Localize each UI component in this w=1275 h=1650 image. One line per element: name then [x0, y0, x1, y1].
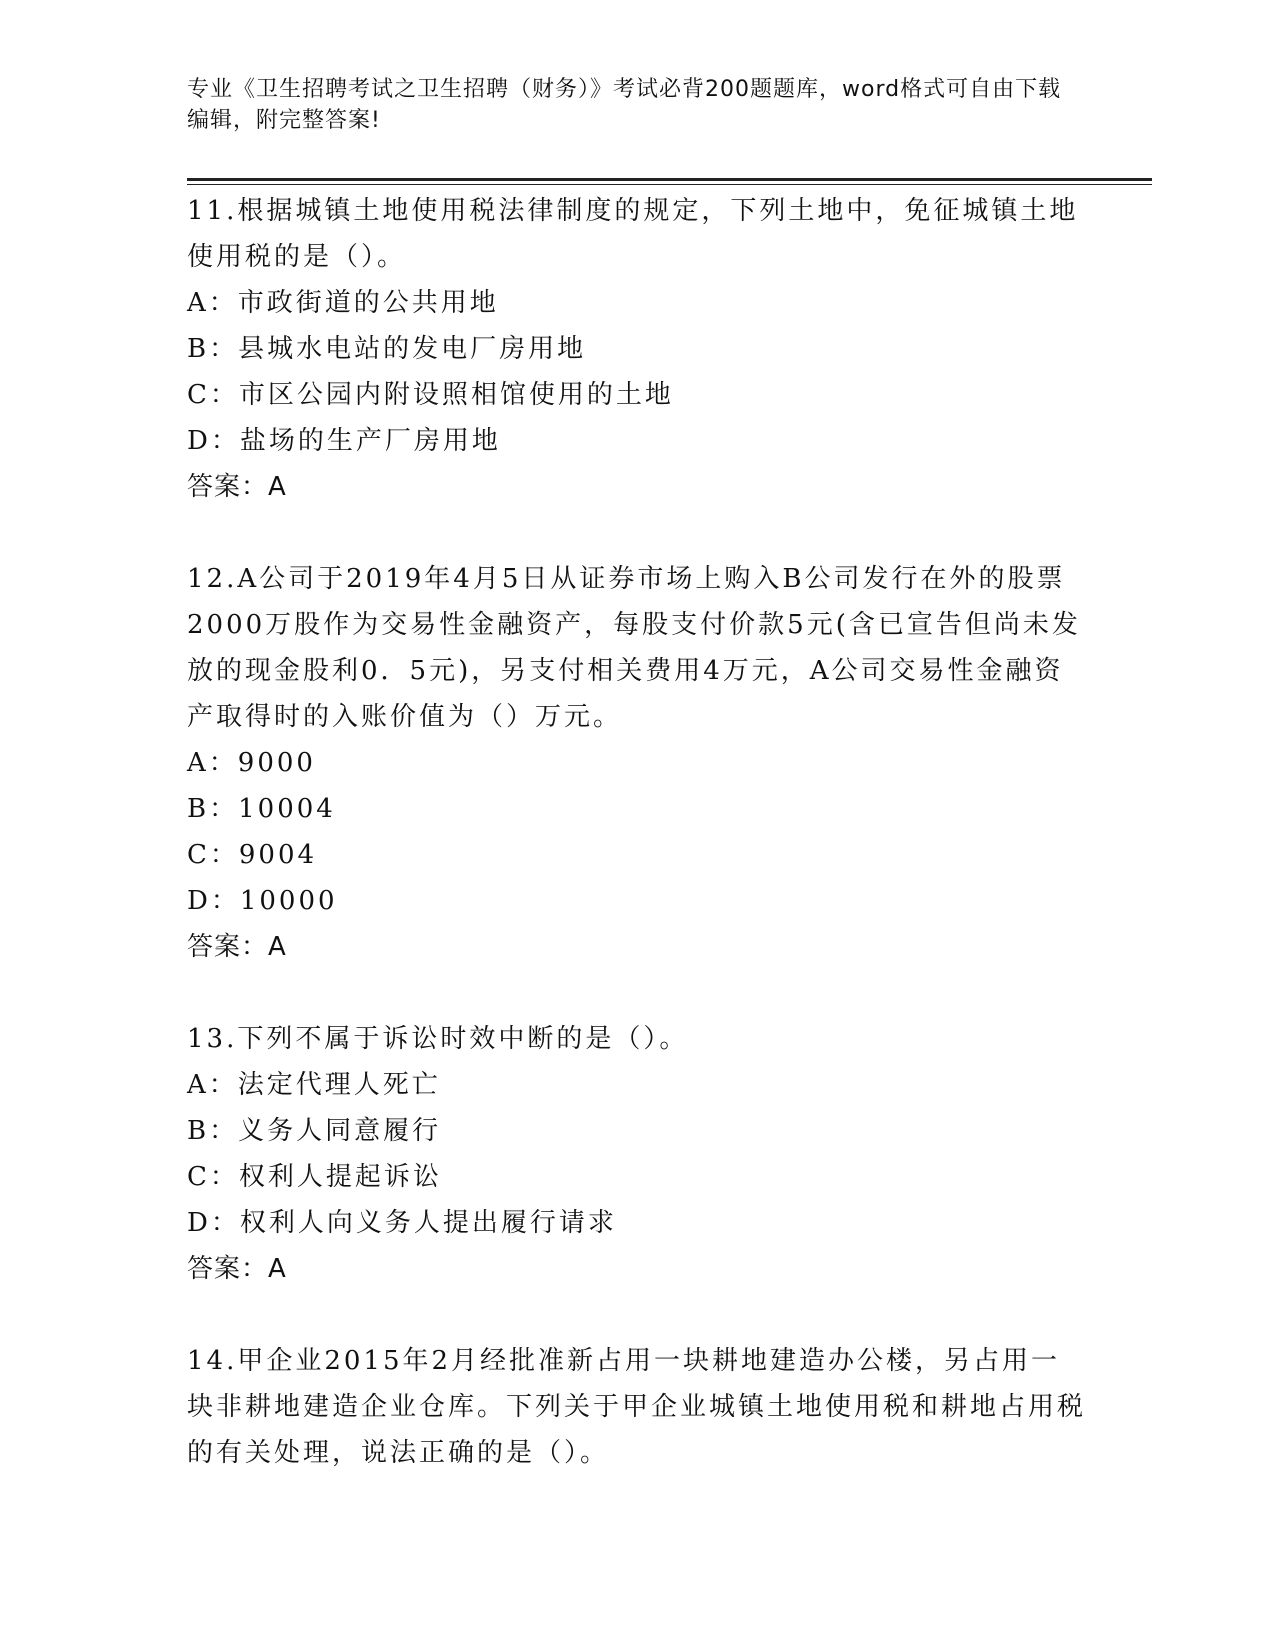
option-d: D：10000 [187, 886, 338, 916]
spacer [187, 970, 1087, 1016]
spacer [187, 1292, 1087, 1338]
option-d: D：盐场的生产厂房用地 [187, 426, 501, 456]
question-stem: 12.A公司于2019年4月5日从证券市场上购入B公司发行在外的股票2000万股作为交易性金融资产，每股支付价款5元(含已宣告但尚未发放的现金股利0．5元)，另支付相关费用4万元，A公司交易性金融资产取得时的入账价值为（）万元。 [187, 564, 1081, 732]
option-b: B：义务人同意履行 [187, 1116, 442, 1146]
option-a: A：市政街道的公共用地 [187, 288, 499, 318]
question-stem: 11.根据城镇土地使用税法律制度的规定，下列土地中，免征城镇土地使用税的是（）。 [187, 196, 1079, 272]
question-block [187, 188, 1087, 510]
option-c: C：权利人提起诉讼 [187, 1162, 442, 1192]
answer-line: 答案：A [187, 932, 287, 962]
answer-line: 答案：A [187, 1254, 287, 1284]
question-list [187, 188, 1087, 1476]
option-b: B：县城水电站的发电厂房用地 [187, 334, 587, 364]
question-block [187, 1338, 1087, 1476]
question-stem: 14.甲企业2015年2月经批准新占用一块耕地建造办公楼，另占用一块非耕地建造企业仓库。下列关于甲企业城镇土地使用税和耕地占用税的有关处理，说法正确的是（）。 [187, 1346, 1087, 1468]
header-divider-thick [187, 178, 1152, 181]
spacer [187, 510, 1087, 556]
question-stem: 13.下列不属于诉讼时效中断的是（）。 [187, 1024, 689, 1054]
header-divider-thin [187, 184, 1152, 185]
option-a: A：法定代理人死亡 [187, 1070, 441, 1100]
option-d: D：权利人向义务人提出履行请求 [187, 1208, 617, 1238]
option-b: B：10004 [187, 794, 336, 824]
option-c: C：市区公园内附设照相馆使用的土地 [187, 380, 674, 410]
answer-line: 答案：A [187, 472, 287, 502]
option-c: C：9004 [187, 840, 318, 870]
question-block [187, 556, 1087, 970]
question-block [187, 1016, 1087, 1292]
option-a: A：9000 [187, 748, 316, 778]
document-header: 专业《卫生招聘考试之卫生招聘（财务）》考试必背200题题库，word格式可自由下载编辑，附完整答案! [187, 77, 1062, 133]
